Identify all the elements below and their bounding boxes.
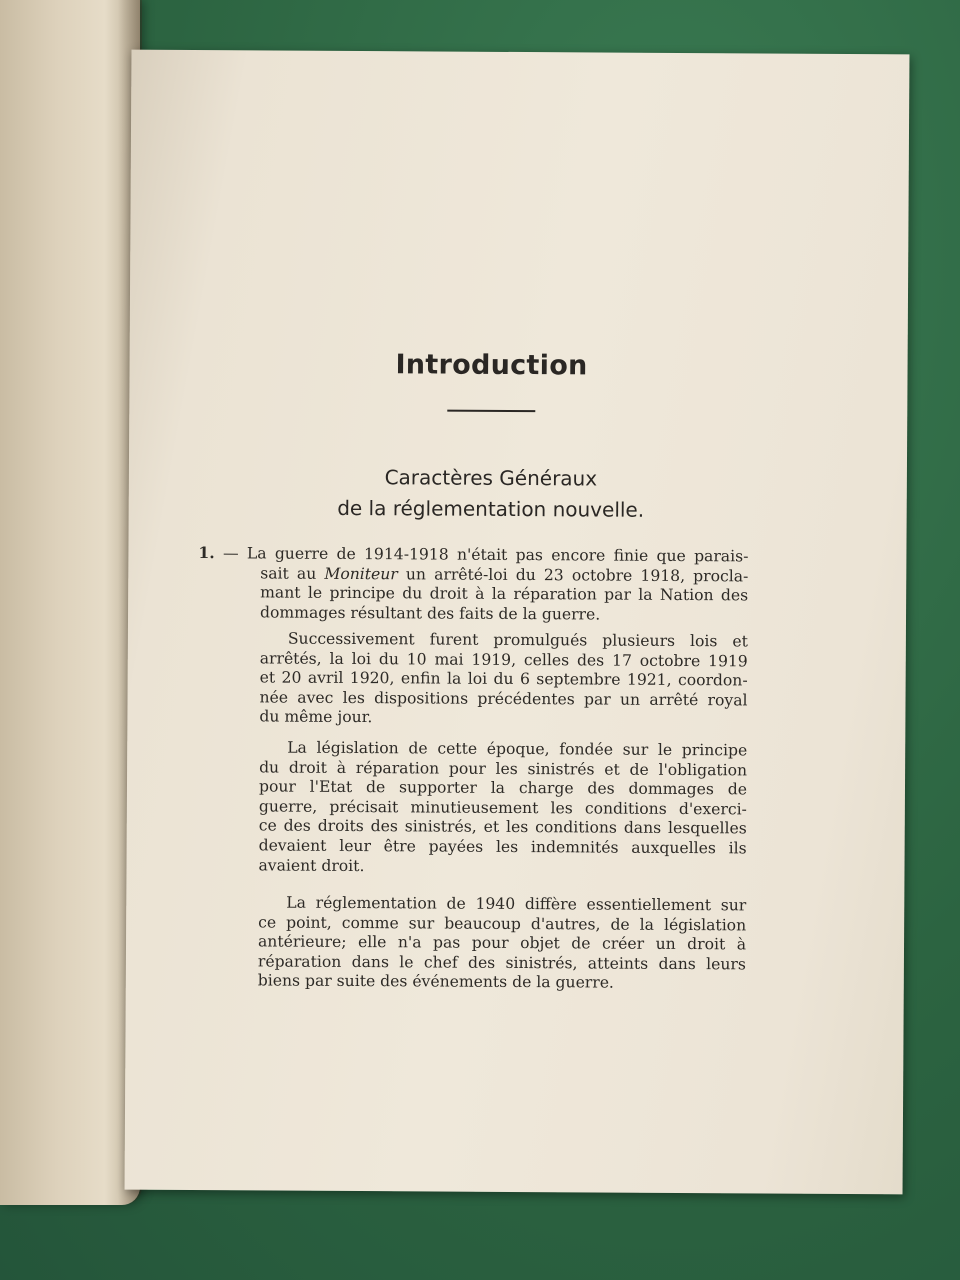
- page-content: [125, 50, 910, 1195]
- paragraph-1-line-4: dommages résultant des faits de la guerre.: [260, 603, 601, 624]
- paragraph-1-line-1: 1. — La guerre de 1914-1918 n'était pas encore finie que parais-: [198, 543, 749, 566]
- section-subtitle-line-1: Caractères Généraux: [384, 465, 598, 491]
- paragraph-3-line-7: avaient droit.: [258, 855, 365, 875]
- paragraph-2: [197, 629, 748, 730]
- paragraph-2-line-5: du même jour.: [259, 707, 373, 727]
- paragraph-1-line-2: sait au Moniteur un arrêté-loi du 23 octobre 1918, procla-: [260, 564, 749, 586]
- paragraph-3-line-4: guerre, précisait minutieusement les conditions d'exerci-: [258, 797, 747, 819]
- paragraph-1: [198, 543, 748, 626]
- paragraph-3-line-5: ce des droits des sinistrés, et les conditions dans lesquelles: [258, 816, 747, 838]
- section-subtitle-line-2: de la réglementation nouvelle.: [337, 495, 645, 522]
- paragraph-3-line-1: La législation de cette époque, fondée sur le principe: [287, 738, 748, 760]
- paragraph-4-line-1: La réglementation de 1940 diffère essentiellement sur: [286, 893, 747, 915]
- paragraph-3: [196, 738, 747, 879]
- italic-word: Moniteur: [324, 564, 398, 583]
- paragraph-2-line-3: et 20 avril 1920, enfin la loi du 6 septembre 1921, coordon-: [259, 668, 748, 690]
- paragraph-4-line-3: antérieure; elle n'a pas pour objet de créer un droit à: [257, 932, 747, 954]
- paragraph-4-line-2: ce point, comme sur beaucoup d'autres, de la législation: [258, 913, 747, 934]
- book-page: [125, 50, 910, 1195]
- page-title: Introduction: [395, 349, 588, 382]
- paragraph-2-line-1: Successivement furent promulgués plusieurs lois et: [287, 629, 748, 651]
- paragraph-2-line-2: arrêtés, la loi du 10 mai 1919, celles des 17 octobre 1919: [259, 649, 748, 671]
- paragraph-4: [196, 893, 747, 994]
- paragraph-number: 1.: [198, 543, 215, 563]
- paragraph-2-line-4: née avec les dispositions précédentes par un arrêté royal: [259, 688, 748, 710]
- paragraph-3-line-6: devaient leur être payées les indemnités auxquelles ils: [258, 836, 747, 858]
- paragraph-3-line-3: pour l'Etat de supporter la charge des dommages de: [258, 777, 748, 799]
- title-rule: [447, 410, 535, 413]
- paragraph-3-line-2: du droit à réparation pour les sinistrés et de l'obligation: [259, 758, 748, 780]
- paragraph-1-line-3: mant le principe du droit à la réparation par la Nation des: [260, 583, 749, 605]
- paragraph-4-line-4: réparation dans le chef des sinistrés, atteints dans leurs: [257, 952, 746, 974]
- paragraph-4-line-5: biens par suite des événements de la guerre.: [257, 971, 614, 992]
